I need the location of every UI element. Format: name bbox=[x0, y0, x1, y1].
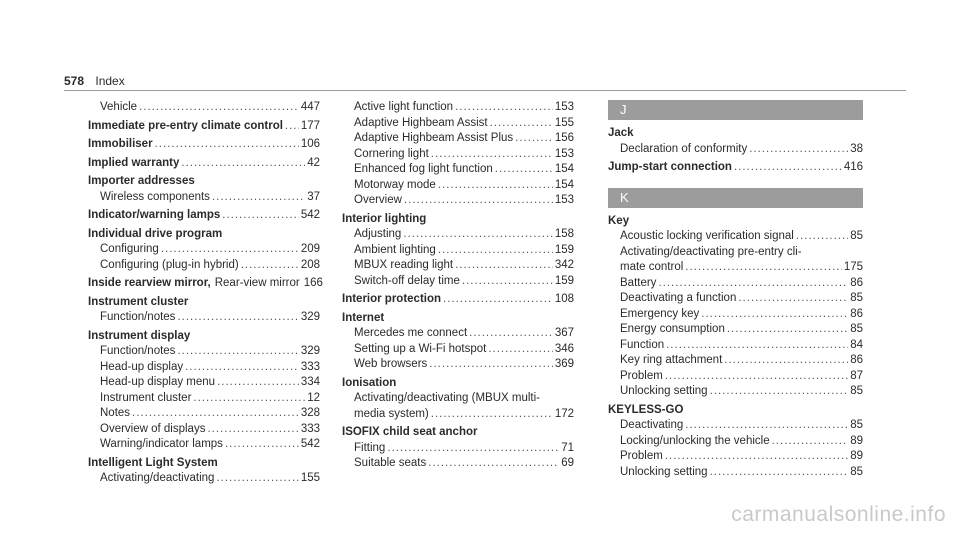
section-title: Index bbox=[95, 74, 125, 88]
index-entry-line[interactable]: Activating/deactivating (MBUX multi- bbox=[354, 392, 540, 404]
index-entry[interactable]: Motorway mode ..... 154 bbox=[342, 178, 574, 194]
index-column-3 bbox=[608, 100, 863, 480]
index-entry[interactable]: Head-up display menu ..... 334 bbox=[88, 375, 320, 391]
index-entry[interactable]: Key ring attachment ..... 86 bbox=[608, 353, 863, 369]
index-entry[interactable]: Problem ..... 89 bbox=[608, 449, 863, 465]
index-entry[interactable]: Problem ..... 87 bbox=[608, 369, 863, 385]
index-entry[interactable]: Jump-start connection ..... 416 bbox=[608, 160, 863, 176]
index-entry[interactable]: Activating/deactivating ..... 155 bbox=[88, 471, 320, 487]
watermark: carmanualsonline.info bbox=[731, 503, 946, 526]
index-entry[interactable]: Emergency key ..... 86 bbox=[608, 307, 863, 323]
index-entry[interactable]: Overview ..... 153 bbox=[342, 193, 574, 209]
index-entry[interactable]: Interior protection ..... 108 bbox=[342, 292, 574, 308]
index-entry[interactable]: Vehicle ..... 447 bbox=[88, 100, 320, 116]
index-entry[interactable]: Ambient lighting ..... 159 bbox=[342, 243, 574, 259]
index-entry[interactable]: Adjusting ..... 158 bbox=[342, 227, 574, 243]
index-entry[interactable]: Head-up display ..... 333 bbox=[88, 360, 320, 376]
index-entry[interactable]: Configuring (plug-in hybrid) ..... 208 bbox=[88, 258, 320, 274]
header-divider bbox=[64, 90, 906, 91]
index-entry[interactable]: media system) ..... 172 bbox=[342, 407, 574, 423]
index-heading: ISOFIX child seat anchor bbox=[342, 426, 478, 438]
index-heading: Importer addresses bbox=[88, 175, 195, 187]
index-entry[interactable]: MBUX reading light ..... 342 bbox=[342, 258, 574, 274]
index-entry[interactable]: Unlocking setting ..... 85 bbox=[608, 465, 863, 481]
index-entry[interactable]: Wireless components ..... 37 bbox=[88, 190, 320, 206]
index-entry[interactable]: Deactivating ..... 85 bbox=[608, 418, 863, 434]
index-heading: KEYLESS-GO bbox=[608, 403, 684, 416]
index-entry[interactable]: Mercedes me connect ..... 367 bbox=[342, 326, 574, 342]
index-heading: Individual drive program bbox=[88, 227, 223, 240]
index-entry[interactable]: Active light function ..... 153 bbox=[342, 100, 574, 116]
index-heading: Intelligent Light System bbox=[88, 456, 218, 469]
page-header bbox=[64, 74, 125, 88]
index-entry[interactable]: Implied warranty ..... 42 bbox=[88, 156, 320, 172]
letter-section-k: K bbox=[608, 188, 863, 208]
letter-section-j: J bbox=[608, 100, 863, 120]
index-entry[interactable]: Immediate pre-entry climate control ..... 177 bbox=[88, 119, 320, 135]
index-entry[interactable]: Deactivating a function ..... 85 bbox=[608, 291, 863, 307]
index-heading: Jack bbox=[608, 127, 634, 139]
index-entry[interactable]: Acoustic locking verification signal ..... 85 bbox=[608, 229, 863, 245]
index-entry[interactable]: Adaptive Highbeam Assist Plus ..... 156 bbox=[342, 131, 574, 147]
index-entry[interactable]: Battery ..... 86 bbox=[608, 276, 863, 292]
index-entry[interactable]: Immobiliser ..... 106 bbox=[88, 137, 320, 153]
index-entry[interactable]: Energy consumption ..... 85 bbox=[608, 322, 863, 338]
index-entry[interactable]: Fitting ..... 71 bbox=[342, 441, 574, 457]
index-entry[interactable]: Overview of displays ..... 333 bbox=[88, 422, 320, 438]
index-entry[interactable]: Enhanced fog light function ..... 154 bbox=[342, 162, 574, 178]
index-entry[interactable]: Instrument cluster ..... 12 bbox=[88, 391, 320, 407]
index-entry[interactable]: Suitable seats ..... 69 bbox=[342, 456, 574, 472]
index-entry[interactable]: Unlocking setting ..... 85 bbox=[608, 384, 863, 400]
index-heading: Instrument cluster bbox=[88, 295, 189, 308]
index-entry[interactable]: mate control ..... 175 bbox=[608, 260, 863, 276]
index-entry[interactable]: Notes ..... 328 bbox=[88, 406, 320, 422]
index-entry[interactable]: Inside rearview mirror, Rear-view mirror 166 bbox=[88, 277, 323, 289]
index-heading: Interior lighting bbox=[342, 212, 427, 225]
index-heading: Ionisation bbox=[342, 376, 397, 389]
index-entry[interactable]: Locking/unlocking the vehicle ..... 89 bbox=[608, 434, 863, 450]
index-entry[interactable]: Function/notes ..... 329 bbox=[88, 344, 320, 360]
index-heading: Key bbox=[608, 214, 630, 227]
index-entry[interactable]: Switch-off delay time ..... 159 bbox=[342, 274, 574, 290]
index-entry[interactable]: Declaration of conformity ..... 38 bbox=[608, 142, 863, 158]
index-entry[interactable]: Warning/indicator lamps ..... 542 bbox=[88, 437, 320, 453]
index-column-2 bbox=[342, 100, 574, 472]
index-entry[interactable]: Function ..... 84 bbox=[608, 338, 863, 354]
index-entry[interactable]: Configuring ..... 209 bbox=[88, 242, 320, 258]
index-entry[interactable]: Cornering light ..... 153 bbox=[342, 147, 574, 163]
index-entry[interactable]: Indicator/warning lamps ..... 542 bbox=[88, 208, 320, 224]
index-entry[interactable]: Web browsers ..... 369 bbox=[342, 357, 574, 373]
index-entry[interactable]: Adaptive Highbeam Assist ..... 155 bbox=[342, 116, 574, 132]
page-number: 578 bbox=[64, 74, 85, 88]
index-heading: Internet bbox=[342, 311, 385, 324]
index-entry[interactable]: Setting up a Wi-Fi hotspot ..... 346 bbox=[342, 342, 574, 358]
index-entry-line[interactable]: Activating/deactivating pre-entry cli- bbox=[620, 245, 802, 258]
index-column-1 bbox=[88, 100, 323, 487]
index-entry[interactable]: Function/notes ..... 329 bbox=[88, 310, 320, 326]
index-heading: Instrument display bbox=[88, 329, 191, 342]
